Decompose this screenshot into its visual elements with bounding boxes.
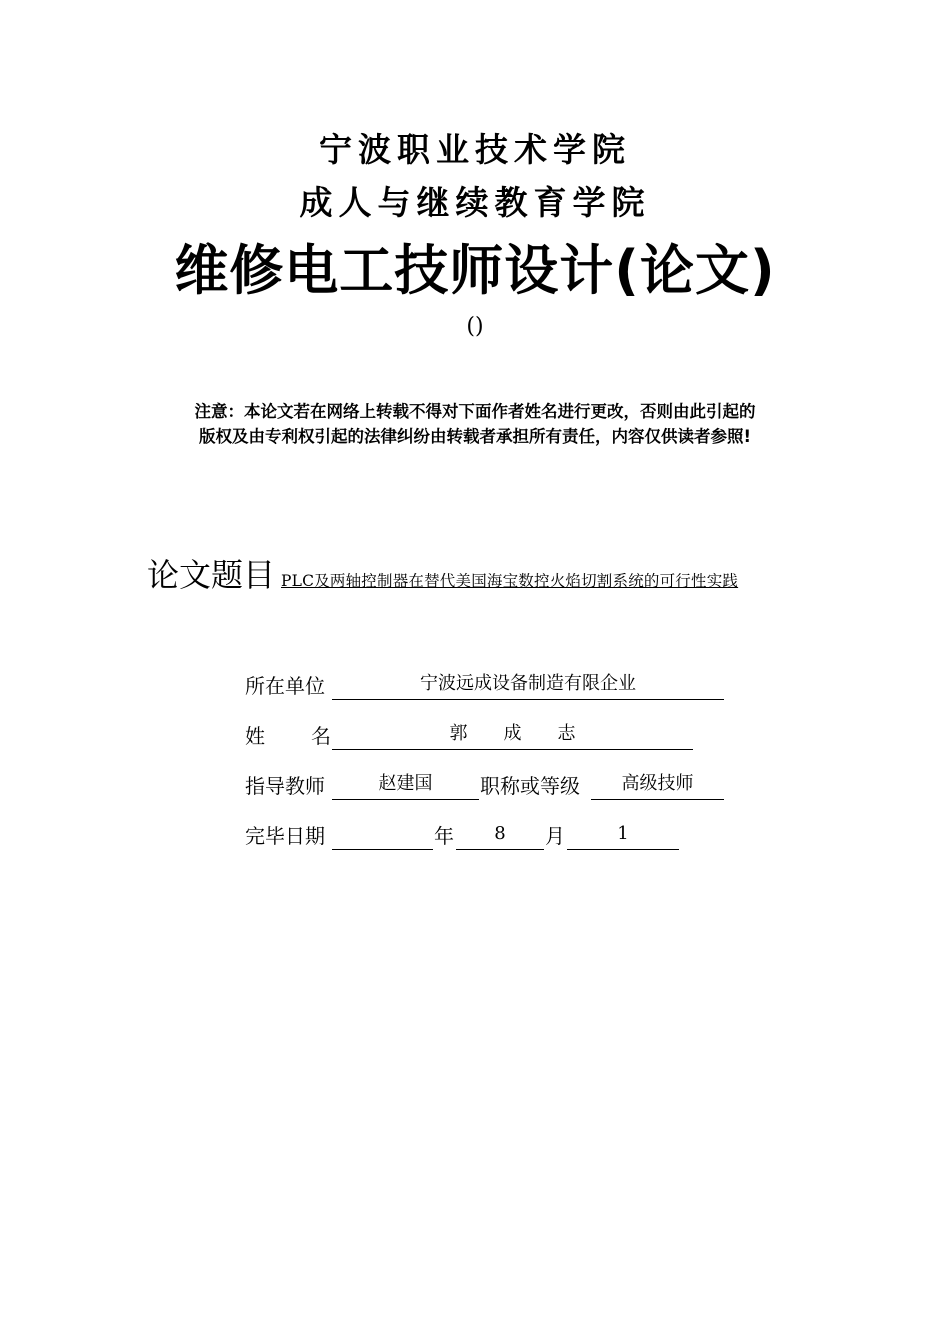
title-parentheses: () — [466, 314, 484, 339]
year-value — [332, 822, 433, 850]
name-label-char-1: 姓 — [245, 724, 265, 748]
month-label: 月 — [545, 824, 565, 848]
advisor-value: 赵建国 — [332, 772, 479, 800]
notice-line-2: 版权及由专利权引起的法律纠纷由转载者承担所有责任，内容仅供读者参照! — [198, 427, 752, 446]
name-value: 郭 成 志 — [332, 722, 693, 750]
advisor-label: 指导教师 — [245, 774, 325, 798]
document-title: 维修电工技师设计(论文) — [174, 239, 776, 302]
rank-label: 职称或等级 — [480, 774, 580, 798]
rank-value: 高级技师 — [591, 772, 724, 800]
thesis-topic-label: 论文题目 — [147, 556, 276, 594]
notice-line-1: 注意：本论文若在网络上转载不得对下面作者姓名进行更改，否则由此引起的 — [194, 402, 756, 421]
day-value: 1 — [567, 822, 679, 850]
name-label-char-2: 名 — [311, 724, 331, 748]
college-name: 成人与继续教育学院 — [299, 183, 651, 222]
school-name: 宁波职业技术学院 — [319, 130, 631, 169]
year-label: 年 — [434, 824, 454, 848]
thesis-topic-value: PLC及两轴控制器在替代美国海宝数控火焰切割系统的可行性实践 — [281, 572, 739, 590]
unit-label: 所在单位 — [245, 674, 325, 698]
thesis-topic-row — [147, 555, 738, 595]
unit-value: 宁波远成设备制造有限企业 — [332, 672, 724, 700]
completion-date-label: 完毕日期 — [245, 824, 325, 848]
month-value: 8 — [456, 822, 544, 850]
